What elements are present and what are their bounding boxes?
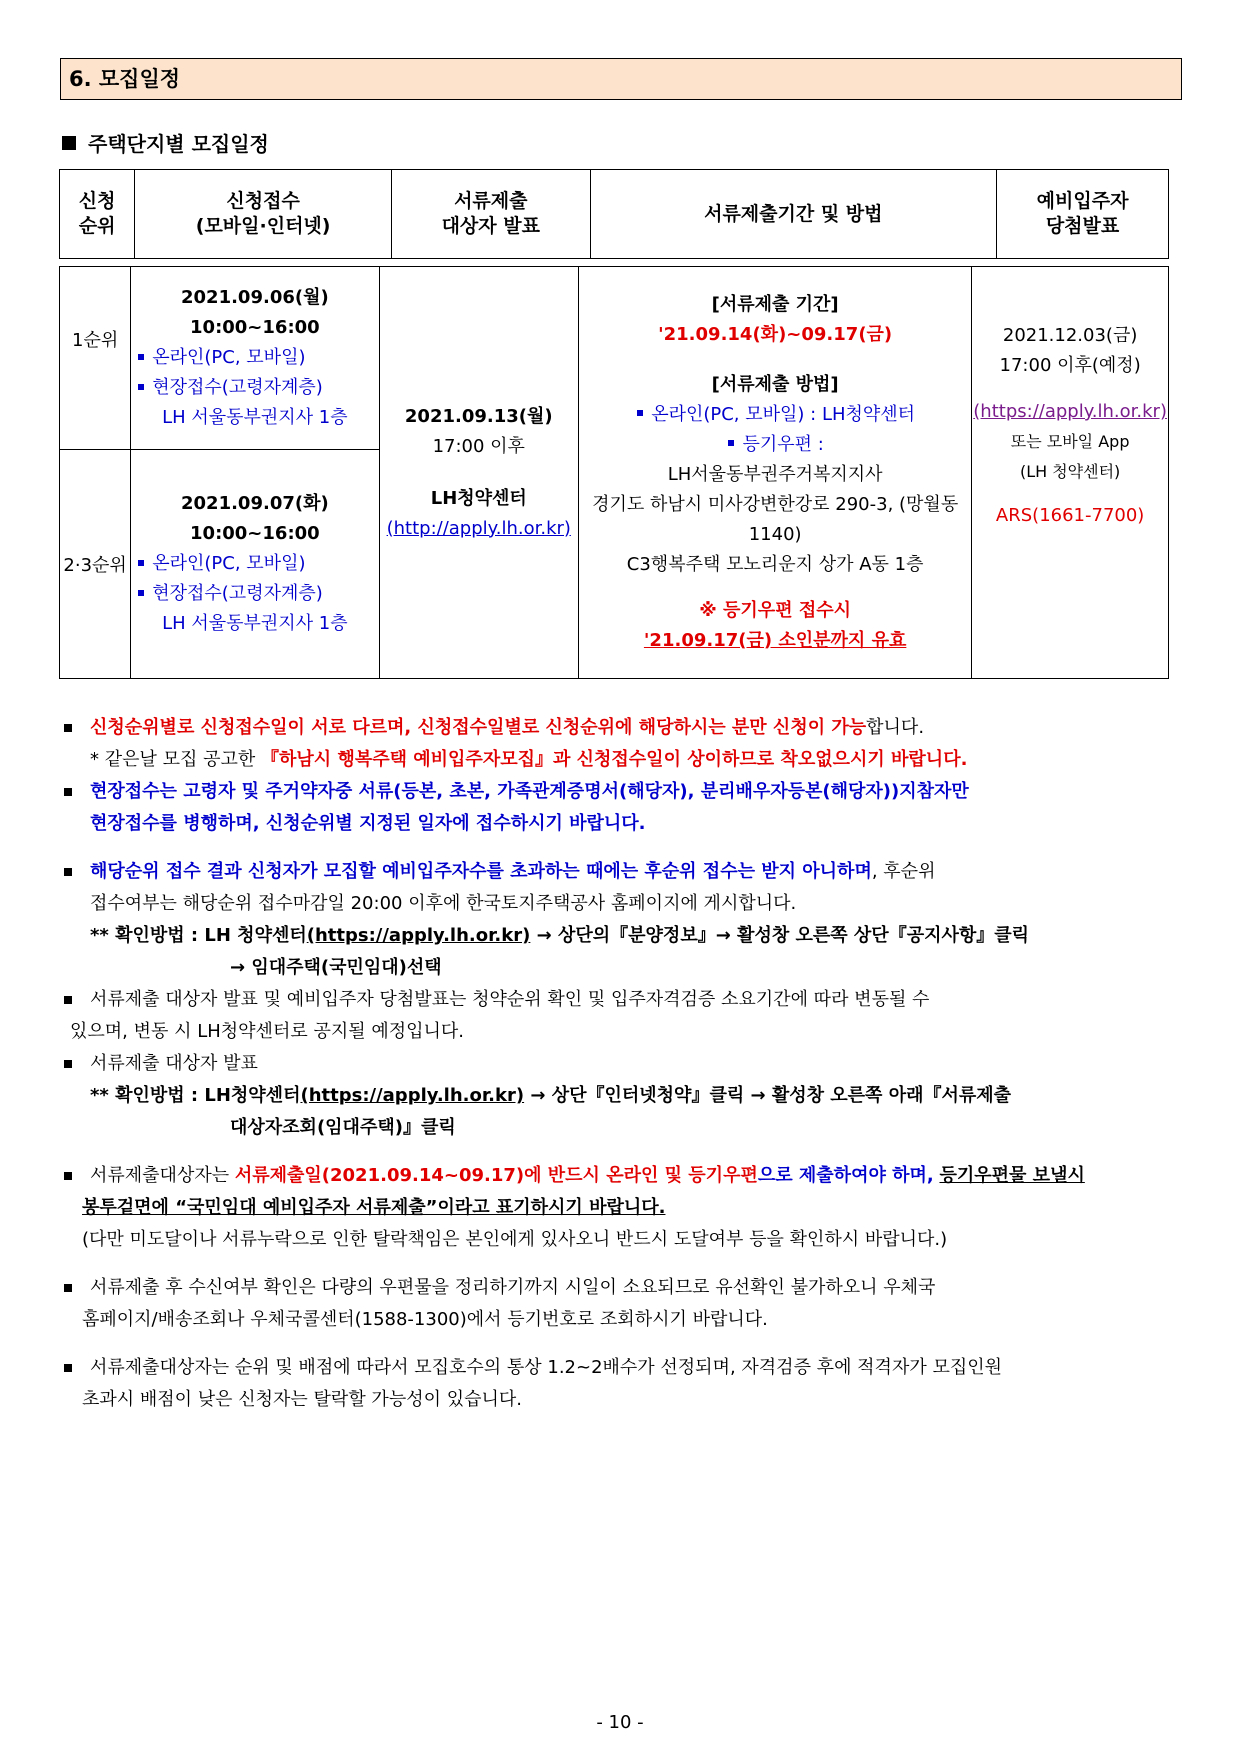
- rank23-date: 2021.09.07(화): [181, 493, 329, 514]
- announce-cell: [379, 267, 579, 679]
- submission-address2: C3행복주택 모노리운지 상가 A동 1층: [626, 553, 924, 575]
- note-7-line2: 홈페이지/배송조회나 우체국콜센터(1588-1300)에서 등기번호로 조회하시기 바랍니다.: [82, 1309, 768, 1330]
- note-5: 서류제출 대상자 발표: [60, 1048, 1182, 1080]
- section-title: 6. 모집일정: [60, 58, 1182, 100]
- rank1-time: 10:00~16:00: [190, 317, 320, 338]
- square-bullet-icon: [64, 996, 72, 1004]
- schedule-table: [59, 266, 1169, 679]
- submission-period-label: [서류제출 기간]: [711, 293, 839, 315]
- rank1-date: 2021.09.06(월): [181, 287, 329, 308]
- header-application: 신청접수 (모바일·인터넷): [135, 170, 392, 259]
- note-1-sub: * 같은날 모집 공고한 『하남시 행복주택 예비입주자모집』과 신청접수일이 상이하므로 착오없으시기 바랍니다.: [90, 749, 968, 770]
- announce-url-link[interactable]: (http://apply.lh.or.kr): [386, 517, 571, 539]
- submission-address1: 경기도 하남시 미사강변한강로 290-3, (망월동1140): [592, 493, 959, 545]
- subheading: [62, 128, 269, 157]
- note-5-check: ** 확인방법 : LH청약센터(https://apply.lh.or.kr) → 상단『인터넷청약』클릭 → 활성창 오른쪽 아래『서류제출: [90, 1085, 1012, 1106]
- square-bullet-icon: [64, 1172, 72, 1180]
- note-8-line2: 초과시 배점이 낮은 신청자는 탈락할 가능성이 있습니다.: [82, 1389, 522, 1410]
- bullet-icon: [637, 410, 643, 416]
- announce-time: 17:00 이후: [432, 435, 525, 457]
- note-5-url-link[interactable]: (https://apply.lh.or.kr): [300, 1085, 525, 1106]
- rank1-onsite: 현장접수(고령자계층): [132, 373, 377, 403]
- submission-cell: [579, 267, 972, 679]
- note-2: 현장접수는 고령자 및 주거약자중 서류(등본, 초본, 가족관계증명서(해당자), 분리배우자등본(해당자))지참자만: [60, 776, 1182, 808]
- rank1-label: 1순위: [60, 267, 131, 450]
- winner-date: 2021.12.03(금): [1002, 325, 1138, 346]
- note-3: 해당순위 접수 결과 신청자가 모집할 예비입주자수를 초과하는 때에는 후순위 접수는 받지 아니하며, 후순위: [60, 856, 1182, 888]
- winner-cell: [972, 267, 1169, 679]
- header-submission: 서류제출기간 및 방법: [590, 170, 997, 259]
- square-bullet-icon: [64, 788, 72, 796]
- winner-ars: ARS(1661-7700): [995, 505, 1145, 526]
- rank23-application: [131, 450, 379, 679]
- header-rank: 신청 순위: [60, 170, 135, 259]
- rank23-online: 온라인(PC, 모바일): [132, 549, 377, 579]
- rank1-application: [131, 267, 379, 450]
- bullet-icon: [138, 384, 144, 390]
- note-3-check-c: → 임대주택(국민임대)선택: [230, 957, 442, 978]
- submission-method-online: 온라인(PC, 모바일) : LH청약센터: [580, 400, 970, 430]
- rank23-onsite: 현장접수(고령자계층): [132, 579, 377, 609]
- page-number: - 10 -: [596, 1712, 644, 1733]
- note-6-paren: (다만 미도달이나 서류누락으로 인한 탈락책임은 본인에게 있사오니 반드시 도달여부 등을 확인하시 바랍니다.): [82, 1229, 948, 1250]
- square-bullet-icon: [64, 868, 72, 876]
- rank23-time: 10:00~16:00: [190, 523, 320, 544]
- square-bullet-icon: [64, 1364, 72, 1372]
- subheading-text: 주택단지별 모집일정: [88, 132, 269, 156]
- note-5-check-c: 대상자조회(임대주택)』클릭: [230, 1117, 456, 1138]
- square-bullet-icon: [62, 136, 76, 150]
- submission-mail-to: LH서울동부권주거복지지사: [667, 463, 883, 485]
- rank23-label: 2·3순위: [60, 450, 131, 679]
- note-4-line2: 있으며, 변동 시 LH청약센터로 공지될 예정입니다.: [70, 1021, 464, 1042]
- winner-url-link[interactable]: (https://apply.lh.or.kr): [973, 401, 1167, 422]
- rank23-place: LH 서울동부권지사 1층: [162, 613, 348, 634]
- announce-center: LH청약센터: [430, 487, 527, 509]
- note-7: 서류제출 후 수신여부 확인은 다량의 우편물을 정리하기까지 시일이 소요되므로 유선확인 불가하오니 우체국: [60, 1272, 1182, 1304]
- announce-date: 2021.09.13(월): [404, 405, 553, 427]
- submission-note1: ※ 등기우편 접수시: [699, 599, 852, 621]
- note-6-line2: 봉투겉면에 “국민임대 예비입주자 서류제출”이라고 표기하시기 바랍니다.: [82, 1197, 666, 1218]
- note-2-line2: 현장접수를 병행하며, 신청순위별 지정된 일자에 접수하시기 바랍니다.: [90, 813, 646, 834]
- submission-method-mail: 등기우편 :: [580, 430, 970, 460]
- winner-mobile: 또는 모바일 App: [1010, 432, 1130, 451]
- note-3-check: ** 확인방법 : LH 청약센터(https://apply.lh.or.kr) → 상단의『분양정보』→ 활성창 오른쪽 상단『공지사항』클릭: [90, 925, 1030, 946]
- schedule-header-table: [59, 169, 1169, 259]
- header-announce: 서류제출 대상자 발표: [392, 170, 591, 259]
- bullet-icon: [728, 440, 734, 446]
- bullet-icon: [138, 590, 144, 596]
- notes-section: [60, 712, 1182, 1416]
- note-3-line2: 접수여부는 해당순위 접수마감일 20:00 이후에 한국토지주택공사 홈페이지에 게시합니다.: [90, 893, 797, 914]
- square-bullet-icon: [64, 1284, 72, 1292]
- note-8: 서류제출대상자는 순위 및 배점에 따라서 모집호수의 통상 1.2~2배수가 선정되며, 자격검증 후에 적격자가 모집인원: [60, 1352, 1182, 1384]
- square-bullet-icon: [64, 1060, 72, 1068]
- bullet-icon: [138, 354, 144, 360]
- submission-note2: '21.09.17(금) 소인분까지 유효: [643, 629, 907, 651]
- rank1-online: 온라인(PC, 모바일): [132, 343, 377, 373]
- winner-app: (LH 청약센터): [1019, 462, 1121, 481]
- note-3-url-link[interactable]: (https://apply.lh.or.kr): [306, 925, 531, 946]
- square-bullet-icon: [64, 724, 72, 732]
- bullet-icon: [138, 560, 144, 566]
- submission-method-label: [서류제출 방법]: [711, 373, 839, 395]
- note-4: 서류제출 대상자 발표 및 예비입주자 당첨발표는 청약순위 확인 및 입주자격검증 소요기간에 따라 변동될 수: [60, 984, 1182, 1016]
- rank1-place: LH 서울동부권지사 1층: [162, 407, 348, 428]
- winner-time: 17:00 이후(예정): [999, 355, 1141, 376]
- note-1: 신청순위별로 신청접수일이 서로 다르며, 신청접수일별로 신청순위에 해당하시는 분만 신청이 가능합니다.: [60, 712, 1182, 744]
- submission-period: '21.09.14(화)~09.17(금): [658, 323, 893, 345]
- note-6: 서류제출대상자는 서류제출일(2021.09.14~09.17)에 반드시 온라인 및 등기우편으로 제출하여야 하며, 등기우편물 보낼시: [60, 1160, 1182, 1192]
- header-winner: 예비입주자 당첨발표: [997, 170, 1169, 259]
